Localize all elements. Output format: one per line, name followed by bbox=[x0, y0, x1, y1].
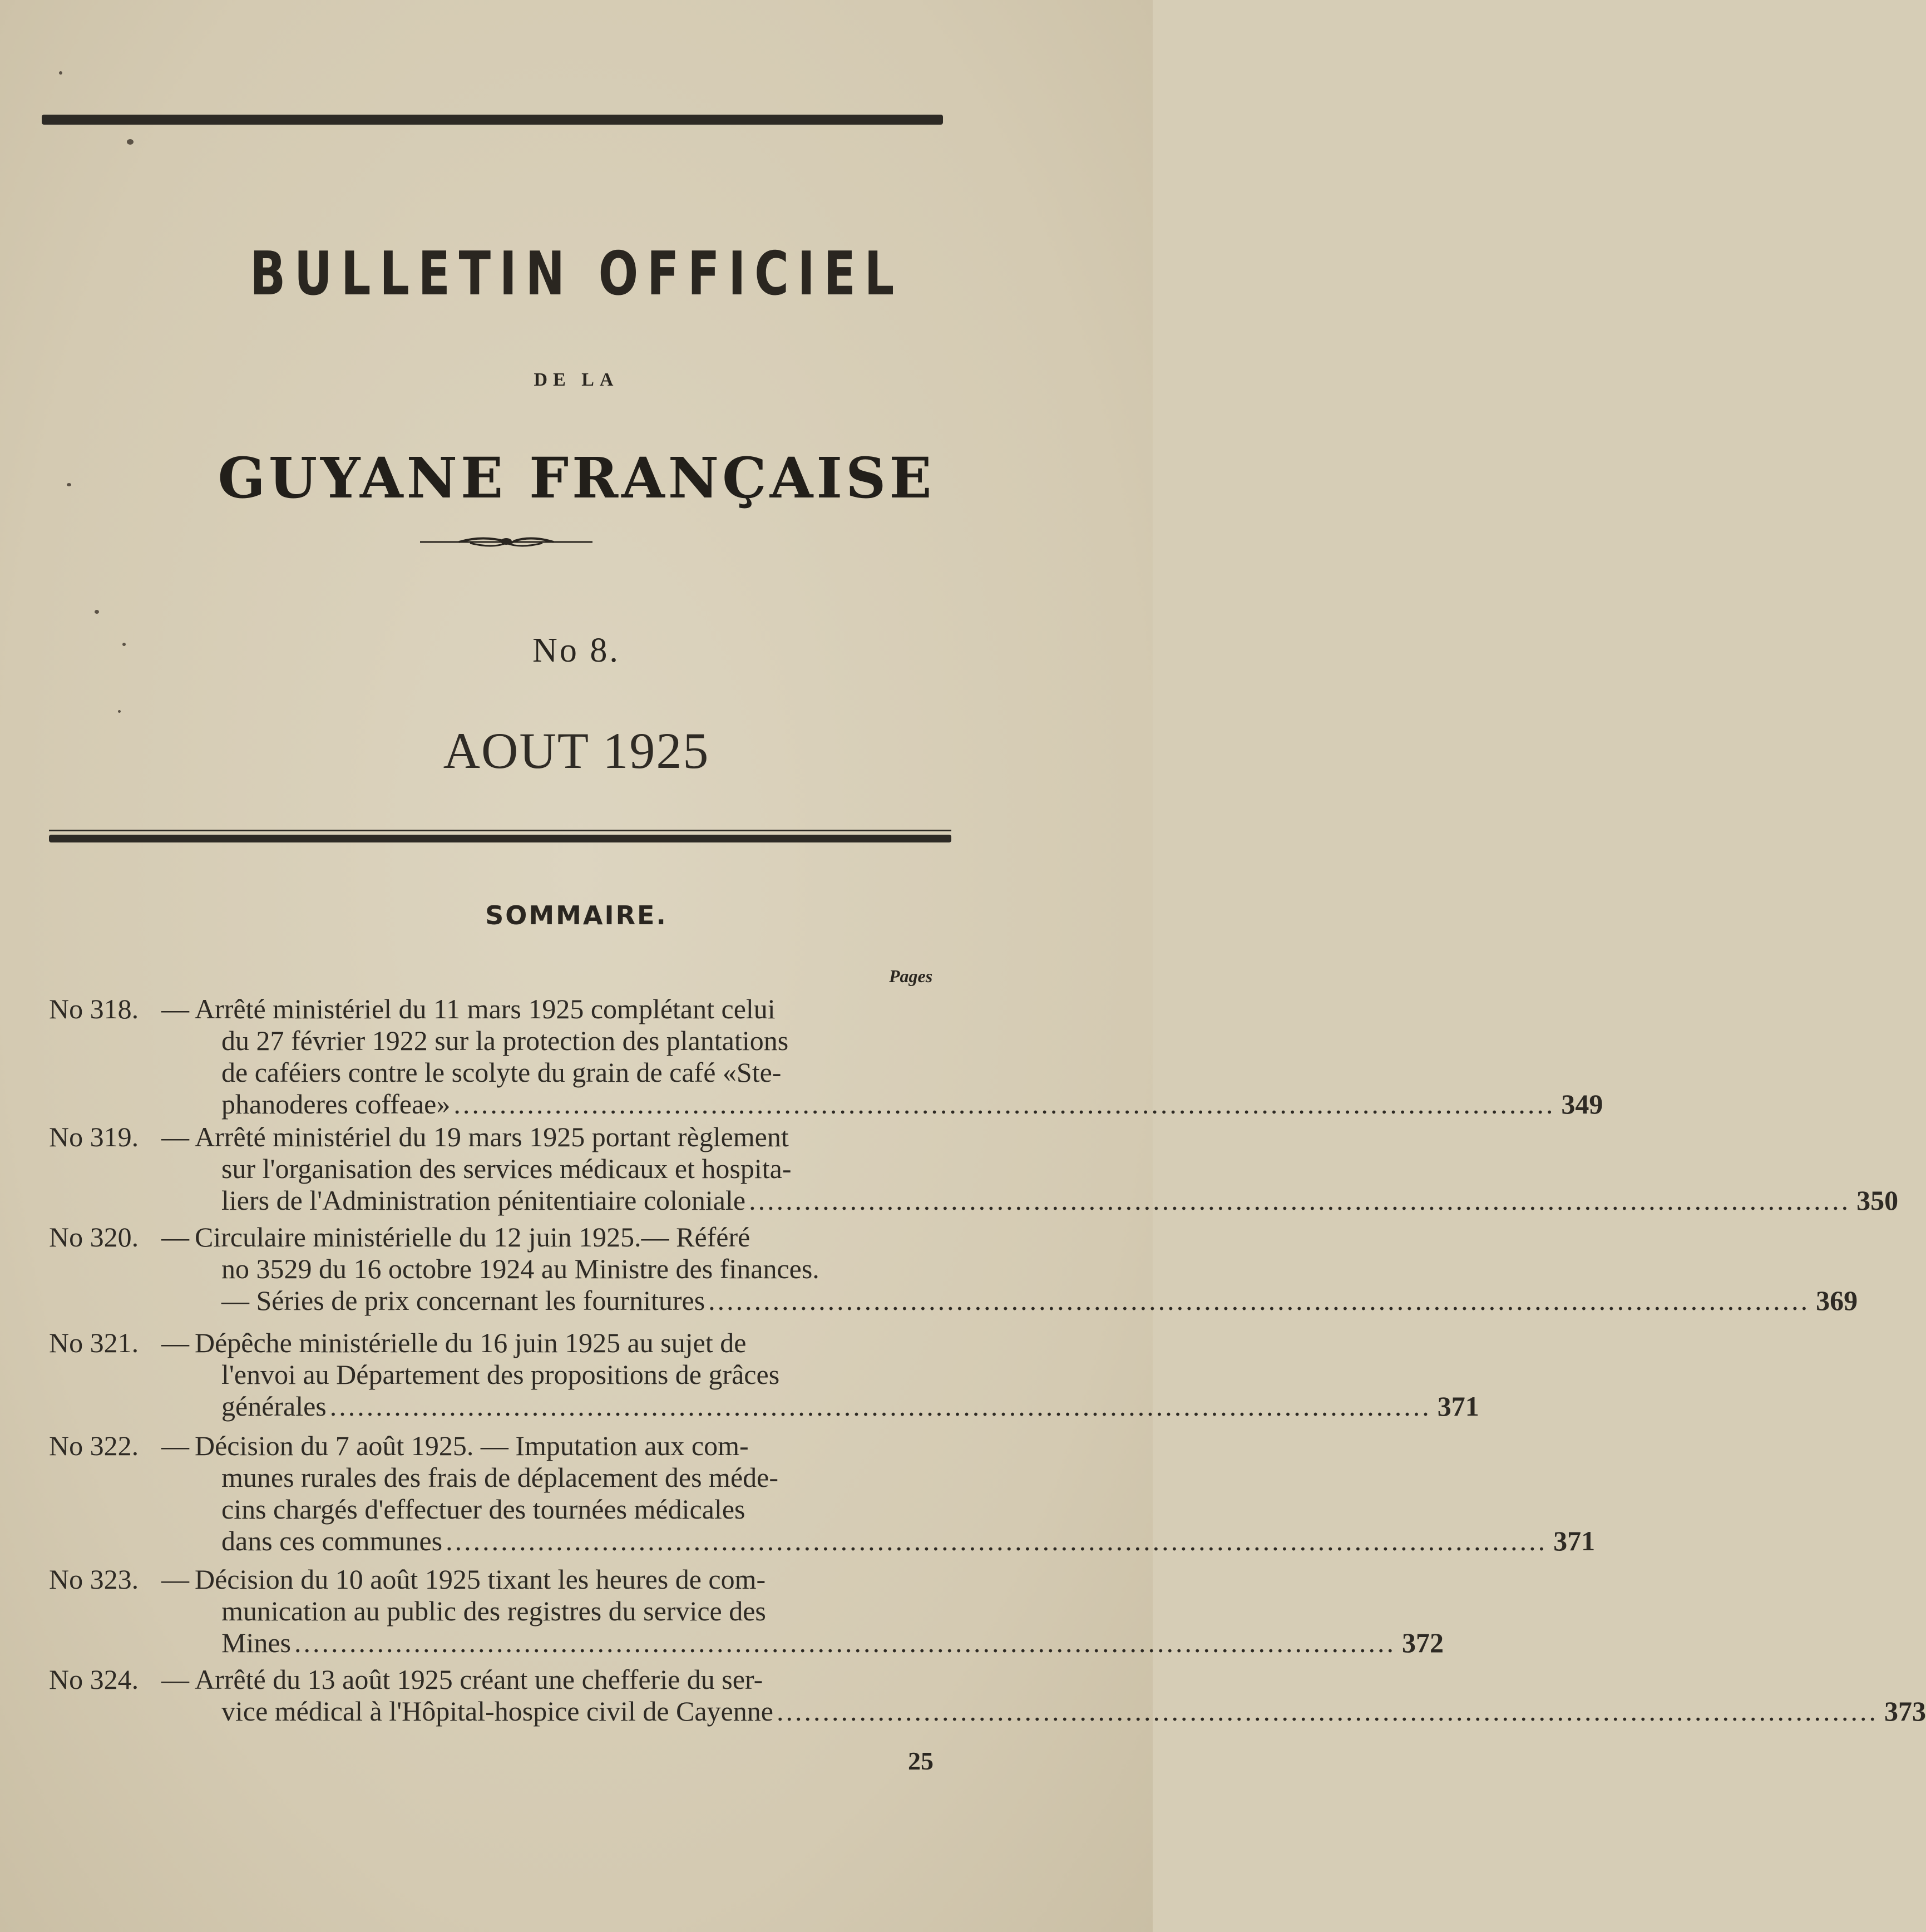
sommaire-entry bbox=[49, 1664, 1926, 1727]
entry-dash: — bbox=[161, 1327, 189, 1358]
entry-line-text: Décision du 10 août 1925 tixant les heures de com- bbox=[195, 1564, 766, 1595]
leader-dots: ........................................................................................................................ bbox=[749, 1185, 1851, 1216]
entry-text bbox=[161, 993, 1603, 1120]
entry-line-text: munes rurales des frais de déplacement des méde- bbox=[221, 1462, 778, 1493]
entry-line bbox=[161, 1327, 972, 1359]
entry-line bbox=[195, 1185, 1899, 1216]
entry-dash: — bbox=[161, 1121, 189, 1152]
entry-line bbox=[195, 1025, 972, 1057]
entry-dash: — bbox=[161, 1564, 189, 1595]
entry-line bbox=[195, 1696, 1926, 1727]
entry-line bbox=[161, 1221, 972, 1253]
entry-text bbox=[161, 1664, 1926, 1727]
entry-page-number: 372 bbox=[1402, 1627, 1444, 1658]
paper-speck bbox=[127, 139, 134, 145]
entry-line-text: cins chargés d'effectuer des tournées médicales bbox=[221, 1494, 745, 1525]
sommaire-entry bbox=[49, 1121, 1899, 1216]
entry-line-text: Circulaire ministérielle du 12 juin 1925.— Référé bbox=[195, 1221, 750, 1253]
entry-line bbox=[195, 1088, 1603, 1120]
entry-line bbox=[195, 1595, 972, 1627]
leader-dots: ........................................................................................................................ bbox=[776, 1696, 1878, 1727]
entry-line-text: sur l'organisation des services médicaux et hospita- bbox=[221, 1153, 792, 1184]
entry-number: No 320. bbox=[49, 1221, 139, 1253]
leader-dots: ........................................................................................................................ bbox=[294, 1627, 1396, 1658]
leader-dots: ........................................................................................................................ bbox=[453, 1088, 1555, 1120]
paper-speck bbox=[59, 71, 62, 75]
entry-text bbox=[161, 1564, 1444, 1659]
issue-date: AOUT 1925 bbox=[443, 722, 710, 779]
entry-line bbox=[195, 1462, 972, 1494]
bulletin-title: BULLETIN OFFICIEL bbox=[250, 239, 903, 309]
entry-line bbox=[195, 1525, 1596, 1557]
entry-text bbox=[161, 1121, 1899, 1216]
leader-dots: ........................................................................................................................ bbox=[446, 1525, 1548, 1556]
entry-page-number: 369 bbox=[1816, 1285, 1858, 1316]
entry-text bbox=[161, 1430, 1596, 1557]
sommaire-entry bbox=[49, 1327, 1479, 1422]
entry-number: No 319. bbox=[49, 1121, 139, 1152]
entry-line-text: Mines bbox=[221, 1627, 291, 1658]
entry-line-text: de caféiers contre le scolyte du grain de café «Ste- bbox=[221, 1057, 782, 1088]
entry-number: No 323. bbox=[49, 1564, 139, 1595]
entry-line bbox=[195, 1494, 972, 1525]
sommaire-entry bbox=[49, 1564, 1444, 1659]
sommaire-entry bbox=[49, 1221, 1858, 1317]
entry-line bbox=[195, 1285, 1858, 1317]
page-folio: 25 bbox=[908, 1747, 934, 1775]
entry-line-text: du 27 février 1922 sur la protection des plantations bbox=[221, 1025, 789, 1056]
pages-column-label: Pages bbox=[889, 966, 933, 986]
entry-number: No 322. bbox=[49, 1430, 139, 1461]
entry-page-number: 373 bbox=[1884, 1696, 1926, 1727]
colony-name: GUYANE FRANÇAISE bbox=[218, 445, 935, 511]
entry-line-text: l'envoi au Département des propositions de grâces bbox=[221, 1359, 780, 1390]
entry-text bbox=[161, 1221, 1858, 1317]
entry-dash: — bbox=[161, 993, 189, 1024]
entry-page-number: 349 bbox=[1561, 1088, 1603, 1120]
entry-line bbox=[161, 993, 972, 1025]
entry-line-text: Arrêté ministériel du 11 mars 1925 complétant celui bbox=[195, 993, 776, 1024]
entry-line-text: vice médical à l'Hôpital-hospice civil de Cayenne bbox=[221, 1696, 773, 1727]
sommaire-entry bbox=[49, 993, 1603, 1120]
entry-line bbox=[195, 1153, 972, 1185]
sommaire-entry bbox=[49, 1430, 1596, 1557]
ornament-flourish-icon bbox=[420, 533, 592, 550]
entry-line-text: — Séries de prix concernant les fournitures bbox=[221, 1285, 705, 1316]
entry-line bbox=[161, 1564, 972, 1595]
entry-line-text: générales bbox=[221, 1391, 327, 1422]
entry-line-text: liers de l'Administration pénitentiaire coloniale bbox=[221, 1185, 746, 1216]
entry-line-text: Arrêté du 13 août 1925 créant une chefferie du ser- bbox=[195, 1664, 763, 1695]
entry-page-number: 350 bbox=[1856, 1185, 1899, 1216]
entry-line bbox=[195, 1359, 972, 1391]
paper-speck bbox=[67, 483, 71, 486]
paper-speck bbox=[122, 643, 126, 646]
entry-line bbox=[195, 1627, 1444, 1659]
entry-line bbox=[161, 1121, 972, 1153]
entry-line bbox=[195, 1253, 972, 1285]
paper-speck bbox=[118, 710, 121, 713]
entry-line-text: Arrêté ministériel du 19 mars 1925 portant règlement bbox=[195, 1121, 789, 1152]
entry-line-text: munication au public des registres du service des bbox=[221, 1595, 766, 1627]
entry-line-text: Dépêche ministérielle du 16 juin 1925 au sujet de bbox=[195, 1327, 747, 1358]
entry-line-text: phanoderes coffeae» bbox=[221, 1088, 451, 1120]
entry-line bbox=[161, 1664, 972, 1696]
entry-dash: — bbox=[161, 1221, 189, 1253]
issue-number: No 8. bbox=[532, 632, 620, 669]
entry-dash: — bbox=[161, 1430, 189, 1461]
paper-speck bbox=[95, 610, 99, 614]
sommaire-heading: SOMMAIRE. bbox=[485, 900, 668, 930]
top-rule bbox=[42, 115, 943, 125]
entry-number: No 324. bbox=[49, 1664, 139, 1695]
section-rule bbox=[49, 835, 951, 842]
entry-line bbox=[161, 1430, 972, 1462]
entry-text bbox=[161, 1327, 1479, 1422]
entry-page-number: 371 bbox=[1553, 1525, 1596, 1556]
leader-dots: ........................................................................................................................ bbox=[708, 1285, 1810, 1316]
entry-dash: — bbox=[161, 1664, 189, 1695]
entry-number: No 318. bbox=[49, 993, 139, 1024]
entry-number: No 321. bbox=[49, 1327, 139, 1358]
entry-line-text: Décision du 7 août 1925. — Imputation aux com- bbox=[195, 1430, 749, 1461]
entry-line-text: no 3529 du 16 octobre 1924 au Ministre des finances. bbox=[221, 1253, 819, 1284]
entry-line bbox=[195, 1391, 1479, 1422]
leader-dots: ........................................................................................................................ bbox=[329, 1391, 1431, 1422]
subtitle-de-la: DE LA bbox=[534, 369, 619, 390]
entry-line-text: dans ces communes bbox=[221, 1525, 443, 1556]
entry-line bbox=[195, 1057, 972, 1088]
entry-page-number: 371 bbox=[1437, 1391, 1479, 1422]
